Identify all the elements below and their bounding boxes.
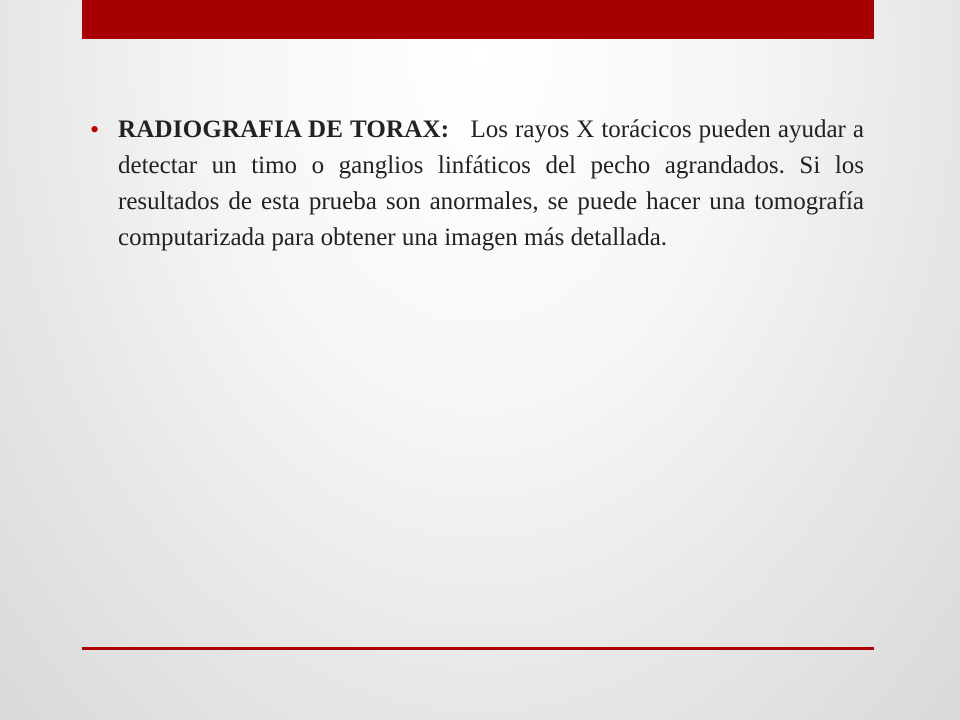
bullet-heading: RADIOGRAFIA DE TORAX: (118, 116, 450, 143)
top-accent-band (82, 0, 874, 39)
slide-content (90, 112, 864, 256)
bullet-paragraph (118, 112, 864, 256)
bullet-body: Los rayos X torácicos pueden ayudar a detectar un timo o ganglios linfáticos del pecho agrandados. Si los resultados de esta prueba son anormales, se puede hacer una tomografía computarizada para obtener una imagen más detallada. (118, 116, 865, 251)
bullet-item (90, 112, 864, 256)
bullet-icon: • (90, 115, 100, 144)
bottom-divider-line (82, 647, 874, 650)
